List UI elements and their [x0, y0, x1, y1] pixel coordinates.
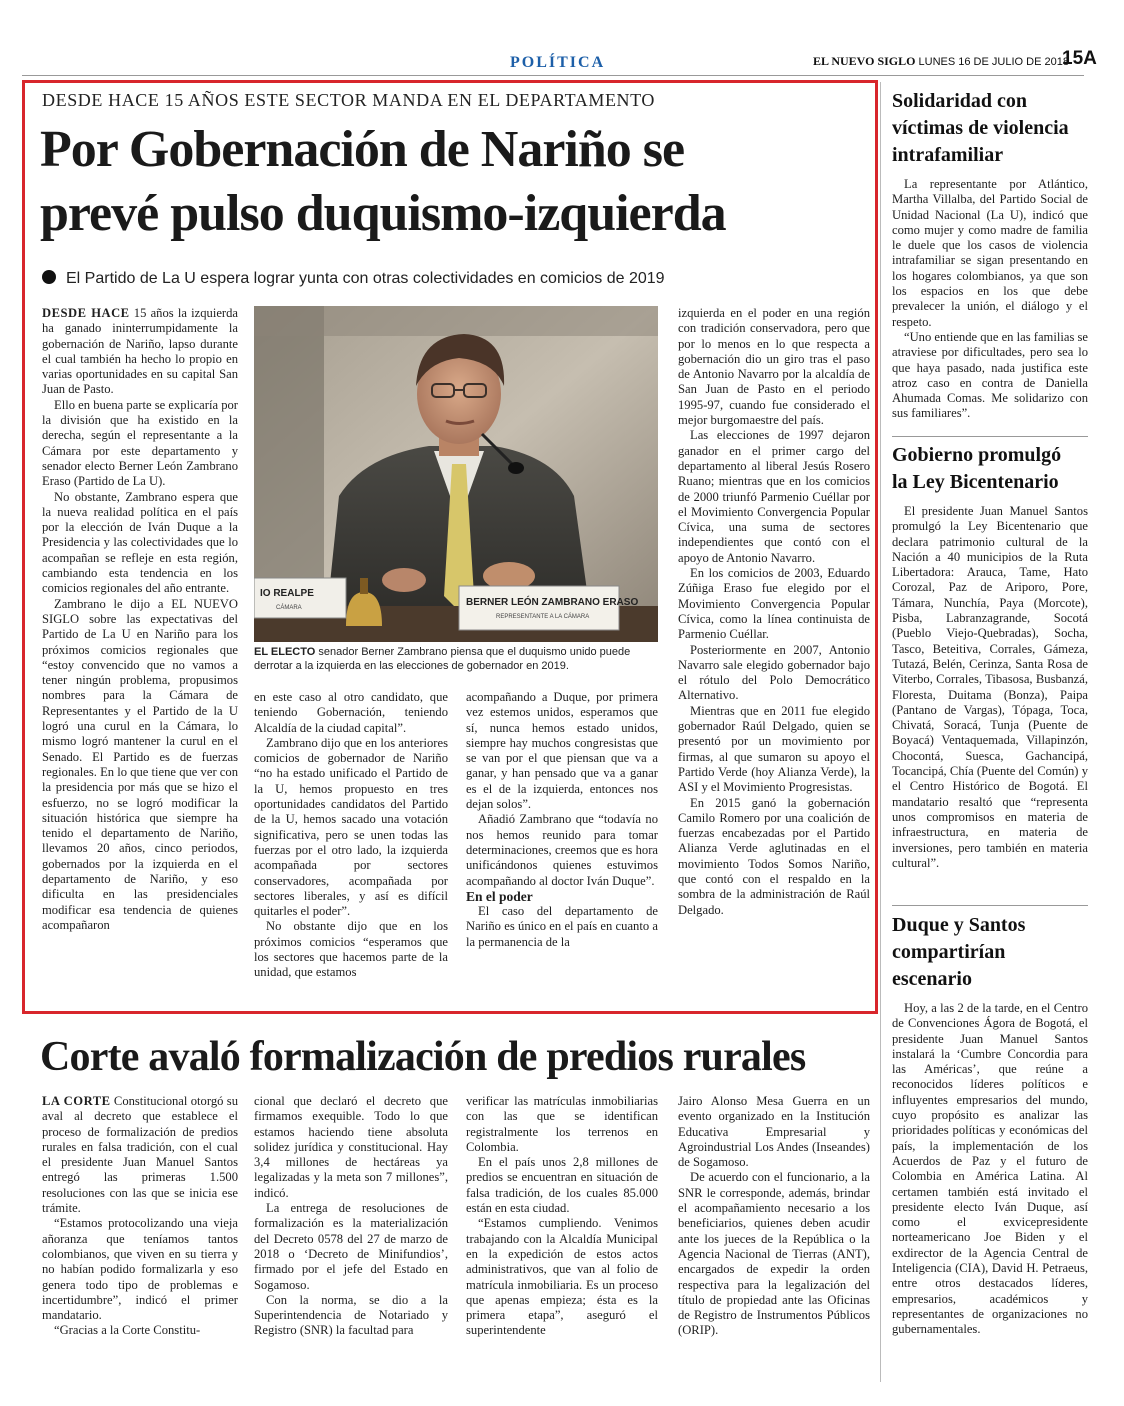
paragraph: cional que declaró el decreto que firmamos exequible. Todo lo que estamos haciendo tiene absoluta solidez jurídica y constitucional. Hay 3,4 millones de hectáreas ya legalizadas y la meta son 7 millones”, indicó. — [254, 1094, 448, 1200]
main-headline — [40, 118, 870, 246]
dek-text: El Partido de La U espera lograr yunta con otras colectividades en comicios de 2019 — [66, 270, 665, 287]
nameplate-left-sub: CÁMARA — [276, 605, 302, 611]
paragraph: Posteriormente en 2007, Antonio Navarro sale elegido gobernador bajo el rótulo del Polo Democrático Alternativo. — [678, 642, 870, 703]
paragraph: Las elecciones de 1997 dejaron ganador en el primer cargo del departamento al liberal Jesús Rosero Ruano; mientras que en los comicios de 2000 triunfó Parmenio Cuéllar por el Movimiento Convergencia Popular Cívica, una suma de sectores independientes que contó con el apoyo de Antonio Navarro. — [678, 428, 870, 565]
paragraph: Mientras que en 2011 fue elegido gobernador Raúl Delgado, quien se presentó por un movimiento por firmas, al que sumaron su apoyo el Partido Verde (hoy Alianza Verde), la ASI y el Movimiento Progresistas. — [678, 703, 870, 795]
paragraph: izquierda en el poder en una región con tradición conservadora, pero que por lo menos en lo que respecta a gobernación dio un giro tras el paso de Antonio Navarro por la alcaldía de San Juan de Pasto en el periodo 1995-97, cuando fue considerado el mejor burgomaestre del país. — [678, 306, 870, 428]
page-number: 15A — [1062, 48, 1097, 69]
paragraph: De acuerdo con el funcionario, a la SNR le corresponde, además, brindar el acompañamiento necesario a los beneficiarios, quienes deben acudir ante los jueces de la República o la Agencia Nacional de Tierras (ANT), encargados de expedir la orden respectiva para la legalización del título de propiedad ante las Oficinas de Registro de Instrumentos Públicos (ORIP). — [678, 1170, 870, 1338]
paragraph: En el país unos 2,8 millones de predios se encuentran en situación de falsa tradición, de los cuales 85.000 están en esta ciudad. — [466, 1155, 658, 1216]
paragraph-text: Constitucional otorgó su aval al decreto que establece el proceso de formalización de predios rurales en falsa tradición, con el cual el presidente Juan Manuel Santos entregó las primeras 1.500 resoluciones con las que se inicia ese trámite. — [42, 1094, 238, 1216]
sidebar-body — [892, 1001, 1088, 1379]
title-line: escenario — [892, 968, 972, 990]
title-line: intrafamiliar — [892, 144, 1004, 166]
paragraph: “Estamos protocolizando una vieja añoranza que teníamos tantos colombianos, que viven en su tierra y no habían podido formalizarla y eso genera todo tipo de problemas e incertidumbre”, indicó el primer mandatario. — [42, 1216, 238, 1323]
main-col-1 — [42, 306, 238, 1008]
paragraph: No obstante dijo que en los próximos comicios “esperamos que los sectores que hacemos parte de la unidad, que estamos — [254, 919, 448, 980]
paragraph: Zambrano dijo que en los anteriores comicios de gobernador de Nariño “no ha estado unificado el Partido de la U, hemos propuesto en tres oportunidades candidatos del Partido de la U, hemos sacado una votación significativa, pero se unen todas las fuerzas por el otro lado, la izquierda acompañada por sectores conservadores, acompañada por sectores liberales, y así es difícil quitarles el poder”. — [254, 735, 448, 919]
sidebar-divider — [880, 82, 881, 1382]
lead-in: LA CORTE — [42, 1094, 111, 1108]
paragraph: en este caso al otro candidato, que teniendo Gobernación, teniendo Alcaldía de la ciudad capital”. — [254, 690, 448, 735]
paragraph-text: 15 años la izquierda ha ganado ininterrumpidamente la gobernación de Nariño, lapso durante el cual también ha hecho lo propio en varias oportunidades en su capital San Juan de Pasto. — [42, 306, 238, 397]
title-line: compartirían — [892, 941, 1006, 963]
second-headline: Corte avaló formalización de predios rurales — [40, 1034, 806, 1080]
paragraph: Hoy, a las 2 de la tarde, en el Centro de Convenciones Ágora de Bogotá, el presidente Juan Manuel Santos instalará la ‘Cumbre Concordia para las Américas’, que reúne a reconocidos líderes políticos e influyentes empresarios del mundo, cuyo propósito es analizar las prioridades políticas y económicas del país, la implementación de los Acuerdos de Paz y el futuro de Colombia en América Latina. Al certamen también está invitado el presidente electo Iván Duque, así como el exvicepresidente norteamericano Joe Biden y el exdirector de la Agencia Central de Inteligencia (CIA), David H. Petraeus, entre otros destacados líderes, empresarios, académicos y representantes de organizaciones no gubernamentales. — [892, 1001, 1088, 1337]
paragraph: acompañando a Duque, por primera vez estemos unidos, esperamos que sí, nunca hemos estado unidos, siempre hay muchos congresistas que se van por el que piensan que va a ganar, y han pensado que va a ganar es el de la izquierda, entonces nos dejan solos”. — [466, 690, 658, 812]
paragraph: Zambrano le dijo a EL NUEVO SIGLO sobre las expectativas del Partido de La U en Nariño para los próximos comicios regionales que “estoy convencido que no vamos a tener ningún problema, propusimos nombres para la Cámara de Representantes y el Partido de la U logró una curul en la Cámara, lo mismo logró mantener la curul en el Senado. El Partido es de fuerzas regionales. En lo que tiene que ver con la presidencia por más que se hizo el esfuerzo, no se logró modificar la situación histórica que siempre ha tenido el departamento de Nariño, llevamos 20 años, cinco periodos, gobernados por la izquierda en el departamento de Nariño, y eso dificulta en las presidenciales modificar esa tendencia de quienes acompañaron — [42, 596, 238, 932]
paragraph: En 2015 ganó la gobernación Camilo Romero por una coalición de fuerzas encabezadas por el Partido Alianza Verde aglutinadas en el movimiento Todos Somos Nariño, que contó con el respaldo en la sombra de la administración de Raúl Delgado. — [678, 795, 870, 917]
paragraph: No obstante, Zambrano espera que la nueva realidad política en el país por la elección de Iván Duque a la Presidencia y las colectividades que lo acompañan se refleje en esta región, cambiando esta tendencia en los comicios regionales del año entrante. — [42, 489, 238, 596]
nameplate-left: IO REALPE — [260, 588, 314, 599]
paragraph: “Gracias a la Corte Constitu- — [54, 1323, 201, 1338]
subhead: En el poder — [466, 888, 533, 904]
paragraph: En los comicios de 2003, Eduardo Zúñiga Eraso fue elegido por el Movimiento Convergencia Popular Cívica, como la línea continuista de Parmenio Cuéllar. — [678, 566, 870, 642]
paragraph: Con la norma, se dio a la Superintendencia de Notariado y Registro (SNR) la facultad para — [254, 1292, 448, 1338]
paragraph: El caso del departamento de Nariño es único en el país en cuanto a la permanencia de la — [466, 904, 658, 949]
paragraph: Añadió Zambrano que “todavía no nos hemos reunido para tomar determinaciones, creemos que es hora unificándonos quienes estuvimos acompañando al doctor Iván Duque”. — [466, 812, 658, 888]
masthead — [813, 54, 1069, 69]
caption-lead: EL ELECTO — [254, 646, 316, 658]
title-line: la Ley Bicentenario — [892, 471, 1059, 493]
paragraph: Ello en buena parte se explicaría por la división que ha existido en la derecha, según el representante a la Cámara por este departamento y senador electo Berner León Zambrano Eraso (Partido de La U). — [42, 397, 238, 489]
sidebar-rule — [892, 905, 1088, 906]
issue-date: LUNES 16 DE JULIO DE 2018 — [918, 56, 1069, 68]
section-label: POLÍTICA — [510, 54, 606, 71]
headline-line-1: Por Gobernación de Nariño se — [40, 121, 685, 178]
paragraph: Jairo Alonso Mesa Guerra en un evento organizado en la Institución Educativa Empresarial y Agroindustrial Los Andes (Inseandes) de Sogamoso. — [678, 1094, 870, 1170]
sidebar-title — [892, 912, 1088, 993]
sidebar-title — [892, 88, 1088, 169]
second-col-4 — [678, 1094, 870, 1356]
paragraph: La representante por Atlántico, Martha Villalba, del Partido Social de Unidad Nacional (La U), indicó que como mujer y como madre de familia le duele que los casos de violencia intrafamiliar se sigan presentando en los hogares colombianos, ya que son los espacios en los que debe prevalecer la unión, el diálogo y el respeto. — [892, 177, 1088, 329]
second-col-1 — [42, 1094, 238, 1356]
main-col-2 — [254, 690, 448, 1008]
nameplate: BERNER LEÓN ZAMBRANO ERASO — [466, 597, 639, 608]
paragraph: “Estamos cumpliendo. Venimos trabajando con la Alcaldía Municipal en la expedición de estos actos administrativos, que van al folio de matrícula inmobiliaria. Es un proceso que apenas empieza; ésta es la primera etapa”, aseguró el superintendente — [466, 1216, 658, 1338]
title-line: Duque y Santos — [892, 914, 1026, 936]
paragraph: El presidente Juan Manuel Santos promulgó la Ley Bicentenario que declara patrimonio cultural de la Nación a 40 municipios de la Ruta Libertadora: Arauca, Tame, Hato Corozal, Paz de Ariporo, Pore, Támara, Nunchía, Paya (Morcote), Pisba, Labranzagrande, Socotá (Pueblo Viejo-Quebradas), Socha, Tasco, Beteitiva, Corrales, Gámeza, Tutazá, Belén, Cerinza, Santa Rosa de Viterbo, Corrales, Tibasosa, Busbanzá, Floresta, Duitama (Bonza), Paipa (Pantano de Vargas), Tópaga, Toca, Chivatá, Soracá, Tunja (Puente de Boyacá) Ventaquemada, Villapinzón, Chocontá, Suesca, Gachancipá, Tocancipá, Chía (Puente del Común) y el Centro Histórico de Bogotá. El mandatario resaltó que “representa unos compromisos en materia de infraestructura, en materia de inversiones, pero también en materia cultural”. — [892, 504, 1088, 870]
article-photo — [254, 306, 658, 642]
paragraph — [42, 306, 238, 398]
paragraph — [42, 1094, 238, 1216]
sidebar-body — [892, 177, 1088, 429]
headline-line-2: prevé pulso duquismo-izquierda — [40, 185, 726, 242]
header-rule — [22, 75, 1084, 76]
sidebar-item-1 — [892, 88, 1088, 429]
second-col-2 — [254, 1094, 448, 1356]
kicker: DESDE HACE 15 AÑOS ESTE SECTOR MANDA EN EL DEPARTAMENTO — [42, 90, 656, 110]
paragraph: verificar las matrículas inmobiliarias con las que se identifican registralmente los terrenos en Colombia. — [466, 1094, 658, 1154]
title-line: Gobierno promulgó — [892, 444, 1062, 466]
nameplate-sub: REPRESENTANTE A LA CÁMARA — [496, 614, 590, 620]
sidebar-item-2 — [892, 442, 1088, 896]
sidebar-title — [892, 442, 1088, 496]
paragraph: La entrega de resoluciones de formalización es la materialización del Decreto 0578 del 27 de marzo de 2018 o ‘Decreto de Minifundios’, firmado por el jefe del Estado en Sogamoso. — [254, 1201, 448, 1292]
newspaper-name: EL NUEVO SIGLO — [813, 54, 916, 68]
lead-in: DESDE HACE — [42, 306, 130, 320]
bullet-icon — [42, 270, 56, 284]
caption-text: senador Berner Zambrano piensa que el duquismo unido puede derrotar a la izquierda en las elecciones de gobernador en 2019. — [254, 646, 631, 672]
main-col-3 — [466, 690, 658, 1008]
sidebar-item-3 — [892, 912, 1088, 1379]
sidebar-body — [892, 504, 1088, 896]
title-line: Solidaridad con — [892, 90, 1028, 112]
paragraph: “Uno entiende que en las familias se atraviese por dificultades, pero sea lo que haya pasado, nada justifica este atroz caso en contra de Daniella Ahumada Comas. Me solidarizo con sus familiares”. — [892, 329, 1088, 421]
photo-caption — [254, 645, 658, 673]
second-col-3 — [466, 1094, 658, 1356]
main-col-4 — [678, 306, 870, 1008]
dek — [42, 270, 665, 288]
title-line: víctimas de violencia — [892, 117, 1069, 139]
sidebar-rule — [892, 436, 1088, 437]
